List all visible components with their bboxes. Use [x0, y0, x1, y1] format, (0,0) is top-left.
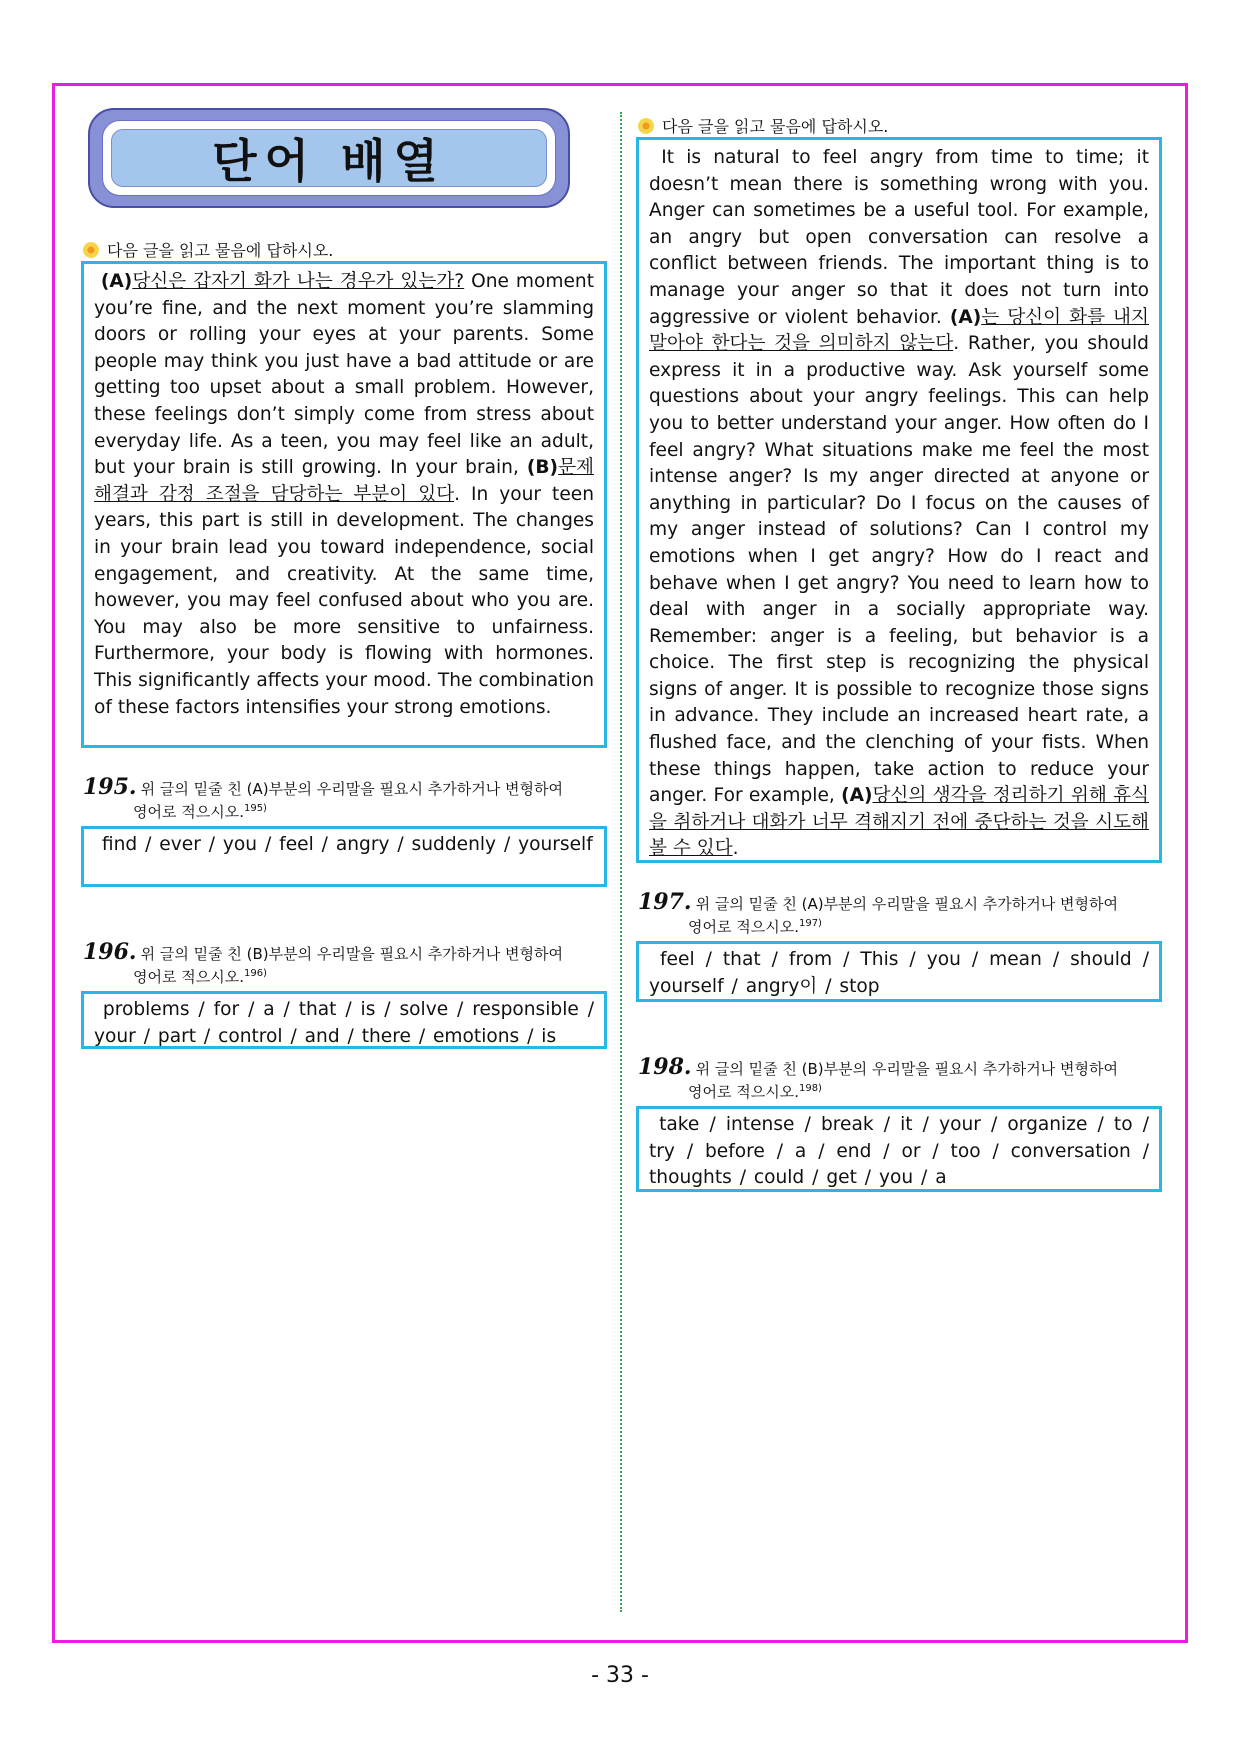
word-bank-197: feel / that / from / This / you / mean / should / yourself / angry이 / stop	[636, 941, 1162, 1002]
underlined-a: 는 당신이 화를 내지 말아야 한다는 것을 의미하지 않는다	[649, 306, 1149, 355]
right-instruction: 다음 글을 읽고 물음에 답하시오.	[638, 114, 888, 137]
word-bank-198: take / intense / break / it / your / organize / to / try / before / a / end / or / too / conversation / thoughts / could / get / you / a	[636, 1106, 1162, 1192]
word-bank-195: find / ever / you / feel / angry / suddenly / yourself	[81, 826, 607, 887]
underlined-a: 당신은 갑자기 화가 나는 경우가 있는가?	[132, 271, 465, 292]
question-195: 195. 위 글의 밑줄 친 (A)부분의 우리말을 필요시 추가하거나 변형하여 영어로 적으시오.$^{195)}$	[83, 774, 563, 821]
page-title: 단어 배열	[212, 134, 446, 188]
title-banner	[88, 108, 570, 208]
underlined-b: 문제 해결과 감정 조절을 담당하는 부분이 있다	[94, 457, 594, 505]
column-divider	[620, 112, 622, 1612]
left-passage: (A)당신은 갑자기 화가 나는 경우가 있는가? One moment you’re fine, and the next moment you’re slamming doors or rolling your eyes at your parents. Some people may think you just have a bad attitude or are getting too upset about a small problem. However, these feelings don’t simply come from stress about everyday life. As a teen, you may feel like an adult, but your brain is still growing. In your brain, (B)문제 해결과 감정 조절을 담당하는 부분이 있다. In your teen years, this part is still in development. The changes in your brain lead you toward independence, social engagement, and creativity. At the same time, however, you may feel confused about who you are. You may also be more sensitive to unfairness. Furthermore, your body is flowing with hormones. This significantly affects your mood. The combination of these factors intensifies your strong emotions.	[81, 261, 607, 748]
word-bank-196: problems / for / a / that / is / solve / responsible / your / part / control / and / there / emotions / is	[81, 991, 607, 1049]
right-passage: It is natural to feel angry from time to time; it doesn’t mean there is something wrong with you. Anger can sometimes be a useful tool. For example, an angry but open conversation can resolve a conflict between friends. The important thing is to manage your anger so that it does not turn into aggressive or violent behavior. (A)는 당신이 화를 내지 말아야 한다는 것을 의미하지 않는다. Rather, you should express it in a productive way. Ask yourself some questions about your angry feelings. This can help you to better understand your anger. How often do I feel angry? What situations make me feel the most intense anger? Is my anger directed at anyone or anything in particular? Do I focus on the causes of my anger instead of solutions? Can I control my emotions when I get angry? How do I react and behave when I get angry? You need to learn how to deal with anger in a socially appropriate way. Remember: anger is a feeling, but behavior is a choice. The first step is recognizing the physical signs of anger. It is possible to recognize those signs in advance. They include an increased heart rate, a flushed face, and the clenching of your fists. When these things happen, take action to reduce your anger. For example, (A)당신의 생각을 정리하기 위해 휴식을 취하거나 대화가 너무 격해지기 전에 중단하는 것을 시도해 볼 수 있다.	[636, 137, 1162, 863]
page-number: - 33 -	[591, 1663, 649, 1688]
question-197: 197. 위 글의 밑줄 친 (A)부분의 우리말을 필요시 추가하거나 변형하여 영어로 적으시오.$^{197)}$	[638, 889, 1118, 936]
question-196: 196. 위 글의 밑줄 친 (B)부분의 우리말을 필요시 추가하거나 변형하여 영어로 적으시오.$^{196)}$	[83, 939, 563, 986]
question-198: 198. 위 글의 밑줄 친 (B)부분의 우리말을 필요시 추가하거나 변형하여 영어로 적으시오.$^{198)}$	[638, 1054, 1118, 1101]
flower-icon	[83, 242, 99, 258]
flower-icon	[638, 118, 654, 134]
left-instruction: 다음 글을 읽고 물음에 답하시오.	[83, 238, 333, 261]
underlined-b: 당신의 생각을 정리하기 위해 휴식을 취하거나 대화가 너무 격해지기 전에 중단하는 것을 시도해 볼 수 있다	[649, 785, 1150, 860]
